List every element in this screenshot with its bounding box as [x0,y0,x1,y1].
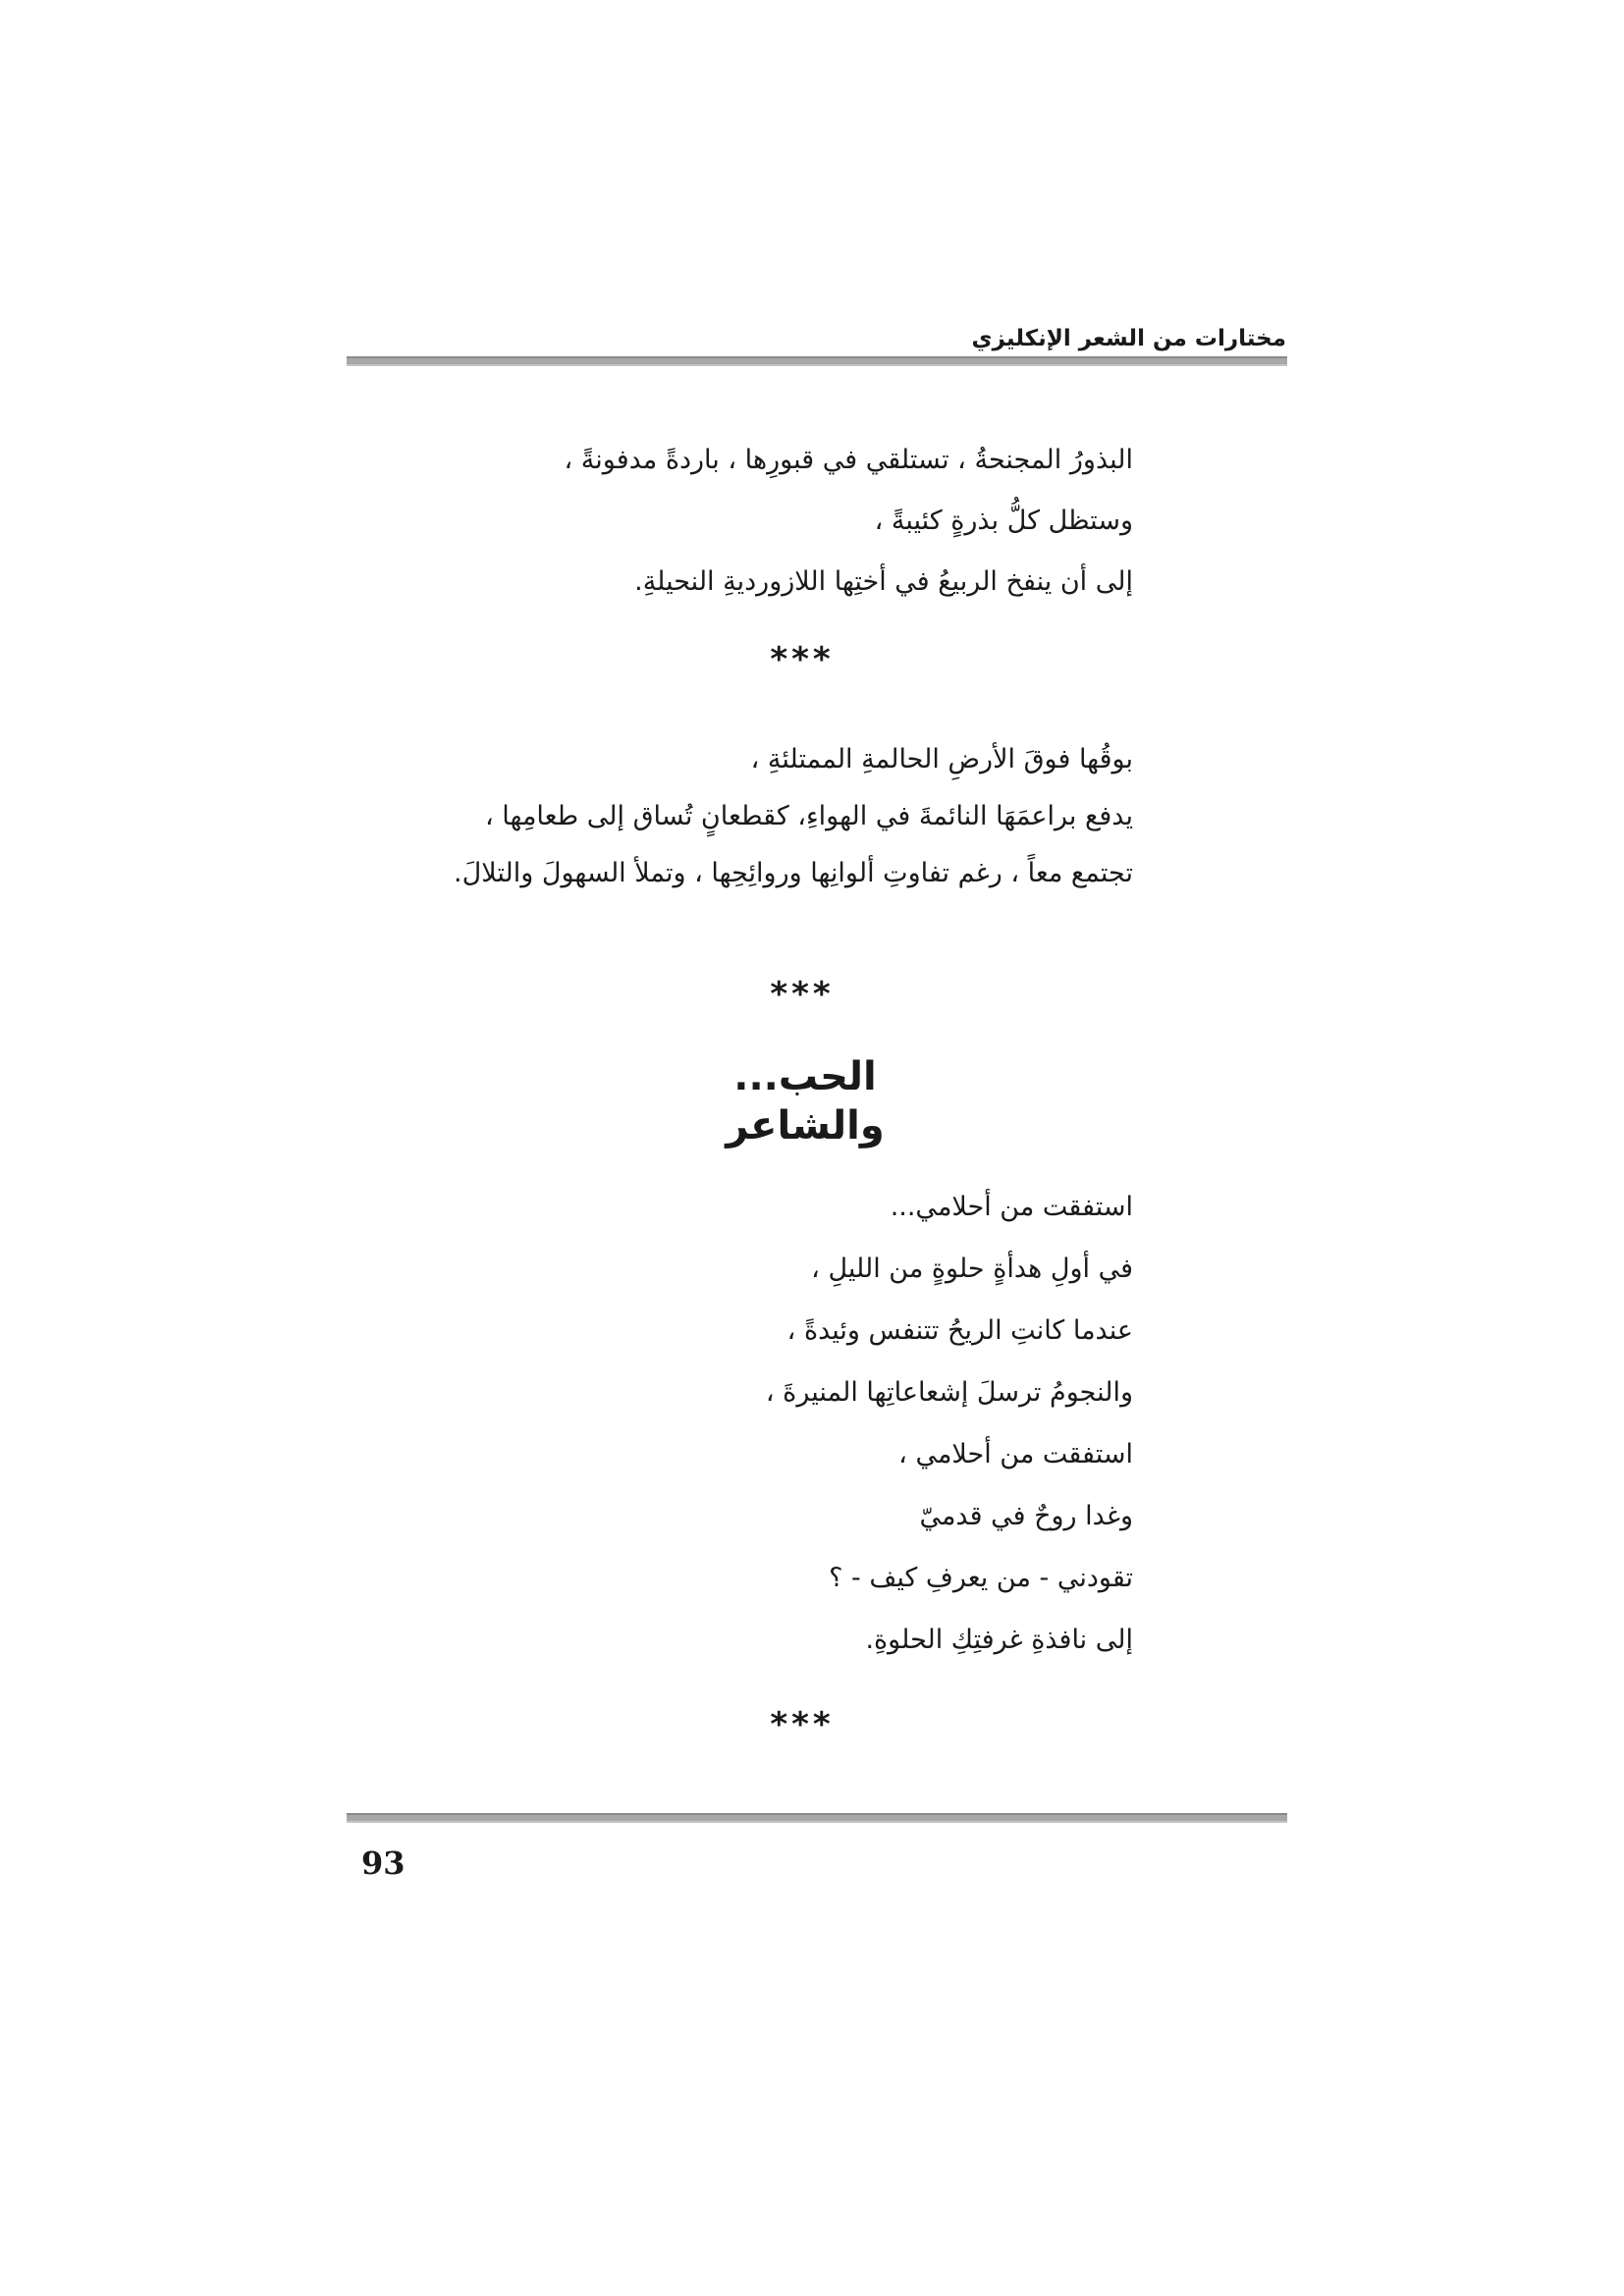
verse-line: وغدا روحٌ في قدميّ [919,1501,1133,1531]
verse-line: البذورُ المجنحةُ ، تستلقي في قبورِها ، باردةً مدفونةً ، [564,445,1133,475]
verse-line: تقودني - من يعرفِ كيف - ؟ [829,1563,1133,1593]
verse-line: تجتمع معاً ، رغم تفاوتِ ألوانِها وروائِحِها ، وتملأ السهولَ والتلالَ. [454,858,1133,888]
footer-rule [347,1813,1287,1823]
stanza-1 [564,430,1133,613]
stanza-separator: *** [770,1705,835,1744]
page-number: 93 [361,1844,406,1882]
verse-line: استفقت من أحلامي ، [898,1439,1133,1469]
running-head-title: مختارات من الشعر الإنكليزي [971,326,1286,351]
stanza-3 [766,1176,1133,1671]
stanza-separator: *** [770,975,835,1014]
verse-line: عندما كانتِ الريحُ تتنفس وئيدةً ، [786,1315,1133,1346]
verse-line: يدفع براعمَهَا النائمةَ في الهواءِ، كقطعانٍ تُساق إلى طعامِها ، [485,801,1133,831]
stanza-2 [454,731,1133,902]
verse-line: في أولِ هدأةٍ حلوةٍ من الليلِ ، [811,1254,1133,1284]
verse-line: إلى أن ينفخ الربيعُ في أختِها اللازورديةِ النحيلةِ. [634,566,1133,597]
verse-line: إلى نافذةِ غرفتِكِ الحلوةِ. [865,1625,1133,1655]
stanza-separator: *** [770,640,835,679]
verse-line: وستظل كلُّ بذرةٍ كئيبةً ، [874,506,1133,536]
verse-line: استفقت من أحلامي... [890,1192,1133,1222]
header-rule [347,356,1287,366]
verse-line: والنجومُ ترسلَ إشعاعاتِها المنيرةَ ، [765,1377,1133,1408]
verse-line: بوقُها فوقَ الأرضِ الحالمةِ الممتلئةِ ، [750,744,1133,774]
poem-title: الحب... والشاعر [726,1054,885,1148]
